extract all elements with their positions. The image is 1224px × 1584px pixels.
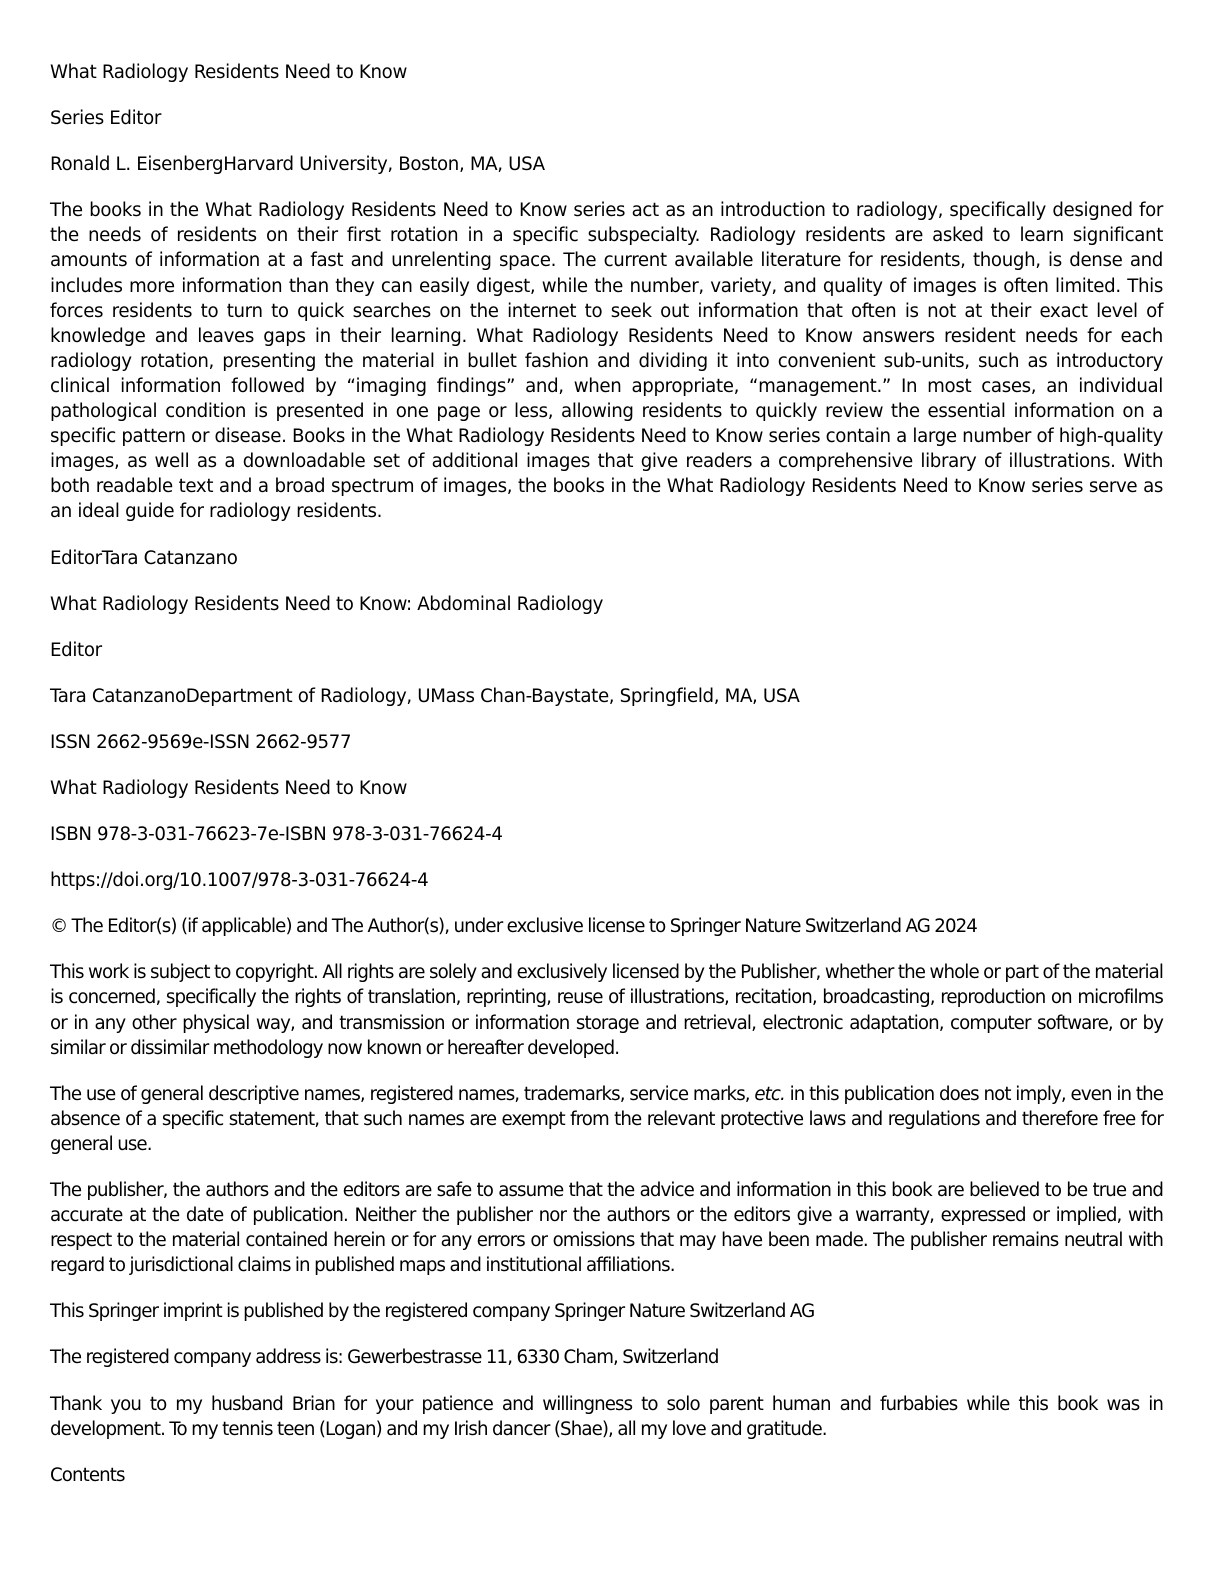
trademarks-text-italic: etc. (754, 1083, 785, 1105)
copyright-notice: © The Editor(s) (if applicable) and The Author(s), under exclusive license to Springer Nature Switzerland AG 2024 (50, 916, 977, 938)
book-title: What Radiology Residents Need to Know: Abdominal Radiology (50, 593, 604, 615)
editor-line: EditorTara Catanzano (50, 547, 238, 569)
trademarks-paragraph (50, 1082, 1163, 1157)
editor-affiliation: Tara CatanzanoDepartment of Radiology, UMass Chan-Baystate, Springfield, MA, USA (50, 685, 800, 707)
series-title: What Radiology Residents Need to Know (50, 62, 407, 83)
contents-heading: Contents (50, 1464, 125, 1486)
trademarks-text-before: The use of general descriptive names, registered names, trademarks, service marks, (50, 1083, 755, 1105)
isbn: ISBN 978-3-031-76623-7e-ISBN 978-3-031-76624-4 (50, 824, 503, 846)
dedication: Thank you to my husband Brian for your patience and willingness to solo parent human and furbabies while this book was in development. To my tennis teen (Logan) and my Irish dancer (Shae), all my love and gratitude. (50, 1393, 1163, 1440)
disclaimer-paragraph: The publisher, the authors and the editors are safe to assume that the advice and information in this book are believed to be true and accurate at the date of publication. Neither the publisher nor the authors or the editors give a warranty, expressed or implied, with respect to the material contained herein or for any errors or omissions that may have been made. The publisher remains neutral with regard to jurisdictional claims in published maps and institutional affiliations. (50, 1180, 1163, 1277)
series-editor-label: Series Editor (50, 108, 161, 130)
doi-link[interactable]: https://doi.org/10.1007/978-3-031-76624-4 (50, 870, 429, 892)
copyright-page (50, 60, 1163, 1509)
issn: ISSN 2662-9569e-ISSN 2662-9577 (50, 731, 352, 753)
trademarks-text-after: in this publication does not imply, even in the absence of a specific statement, that such names are exempt from the relevant protective laws and regulations and therefore free for general use. (50, 1083, 1163, 1155)
series-title-repeat: What Radiology Residents Need to Know (50, 777, 407, 799)
series-description: The books in the What Radiology Residents Need to Know series act as an introduction to radiology, specifically designed for the needs of residents on their first rotation in a specific subspecialty. Radiology residents are asked to learn significant amounts of information at a fast and unrelenting space. The current available literature for residents, though, is dense and includes more information than they can easily digest, while the number, variety, and quality of images is often limited. This forces residents to turn to quick searches on the internet to seek out information that often is not at their exact level of knowledge and leaves gaps in their learning. What Radiology Residents Need to Know answers resident needs for each radiology rotation, presenting the material in bullet fashion and dividing it into convenient sub-units, such as introductory clinical information followed by “imaging findings” and, when appropriate, “management.” In most cases, an individual pathological condition is presented in one page or less, allowing residents to quickly review the essential information on a specific pattern or disease. Books in the What Radiology Residents Need to Know series contain a large number of high-quality images, as well as a downloadable set of additional images that give readers a comprehensive library of illustrations. With both readable text and a broad spectrum of images, the books in the What Radiology Residents Need to Know series serve as an ideal guide for radiology residents. (50, 200, 1163, 523)
company-address: The registered company address is: Gewerbestrasse 11, 6330 Cham, Switzerland (50, 1347, 719, 1369)
editor-label: Editor (50, 639, 102, 661)
rights-paragraph: This work is subject to copyright. All rights are solely and exclusively licensed by the Publisher, whether the whole or part of the material is concerned, specifically the rights of translation, reprinting, reuse of illustrations, recitation, broadcasting, reproduction on microfilms or in any other physical way, and transmission or information storage and retrieval, electronic adaptation, computer software, or by similar or dissimilar methodology now known or hereafter developed. (50, 962, 1163, 1059)
series-editor: Ronald L. EisenbergHarvard University, Boston, MA, USA (50, 154, 545, 176)
imprint-statement: This Springer imprint is published by the registered company Springer Nature Switzerland AG (50, 1301, 815, 1323)
